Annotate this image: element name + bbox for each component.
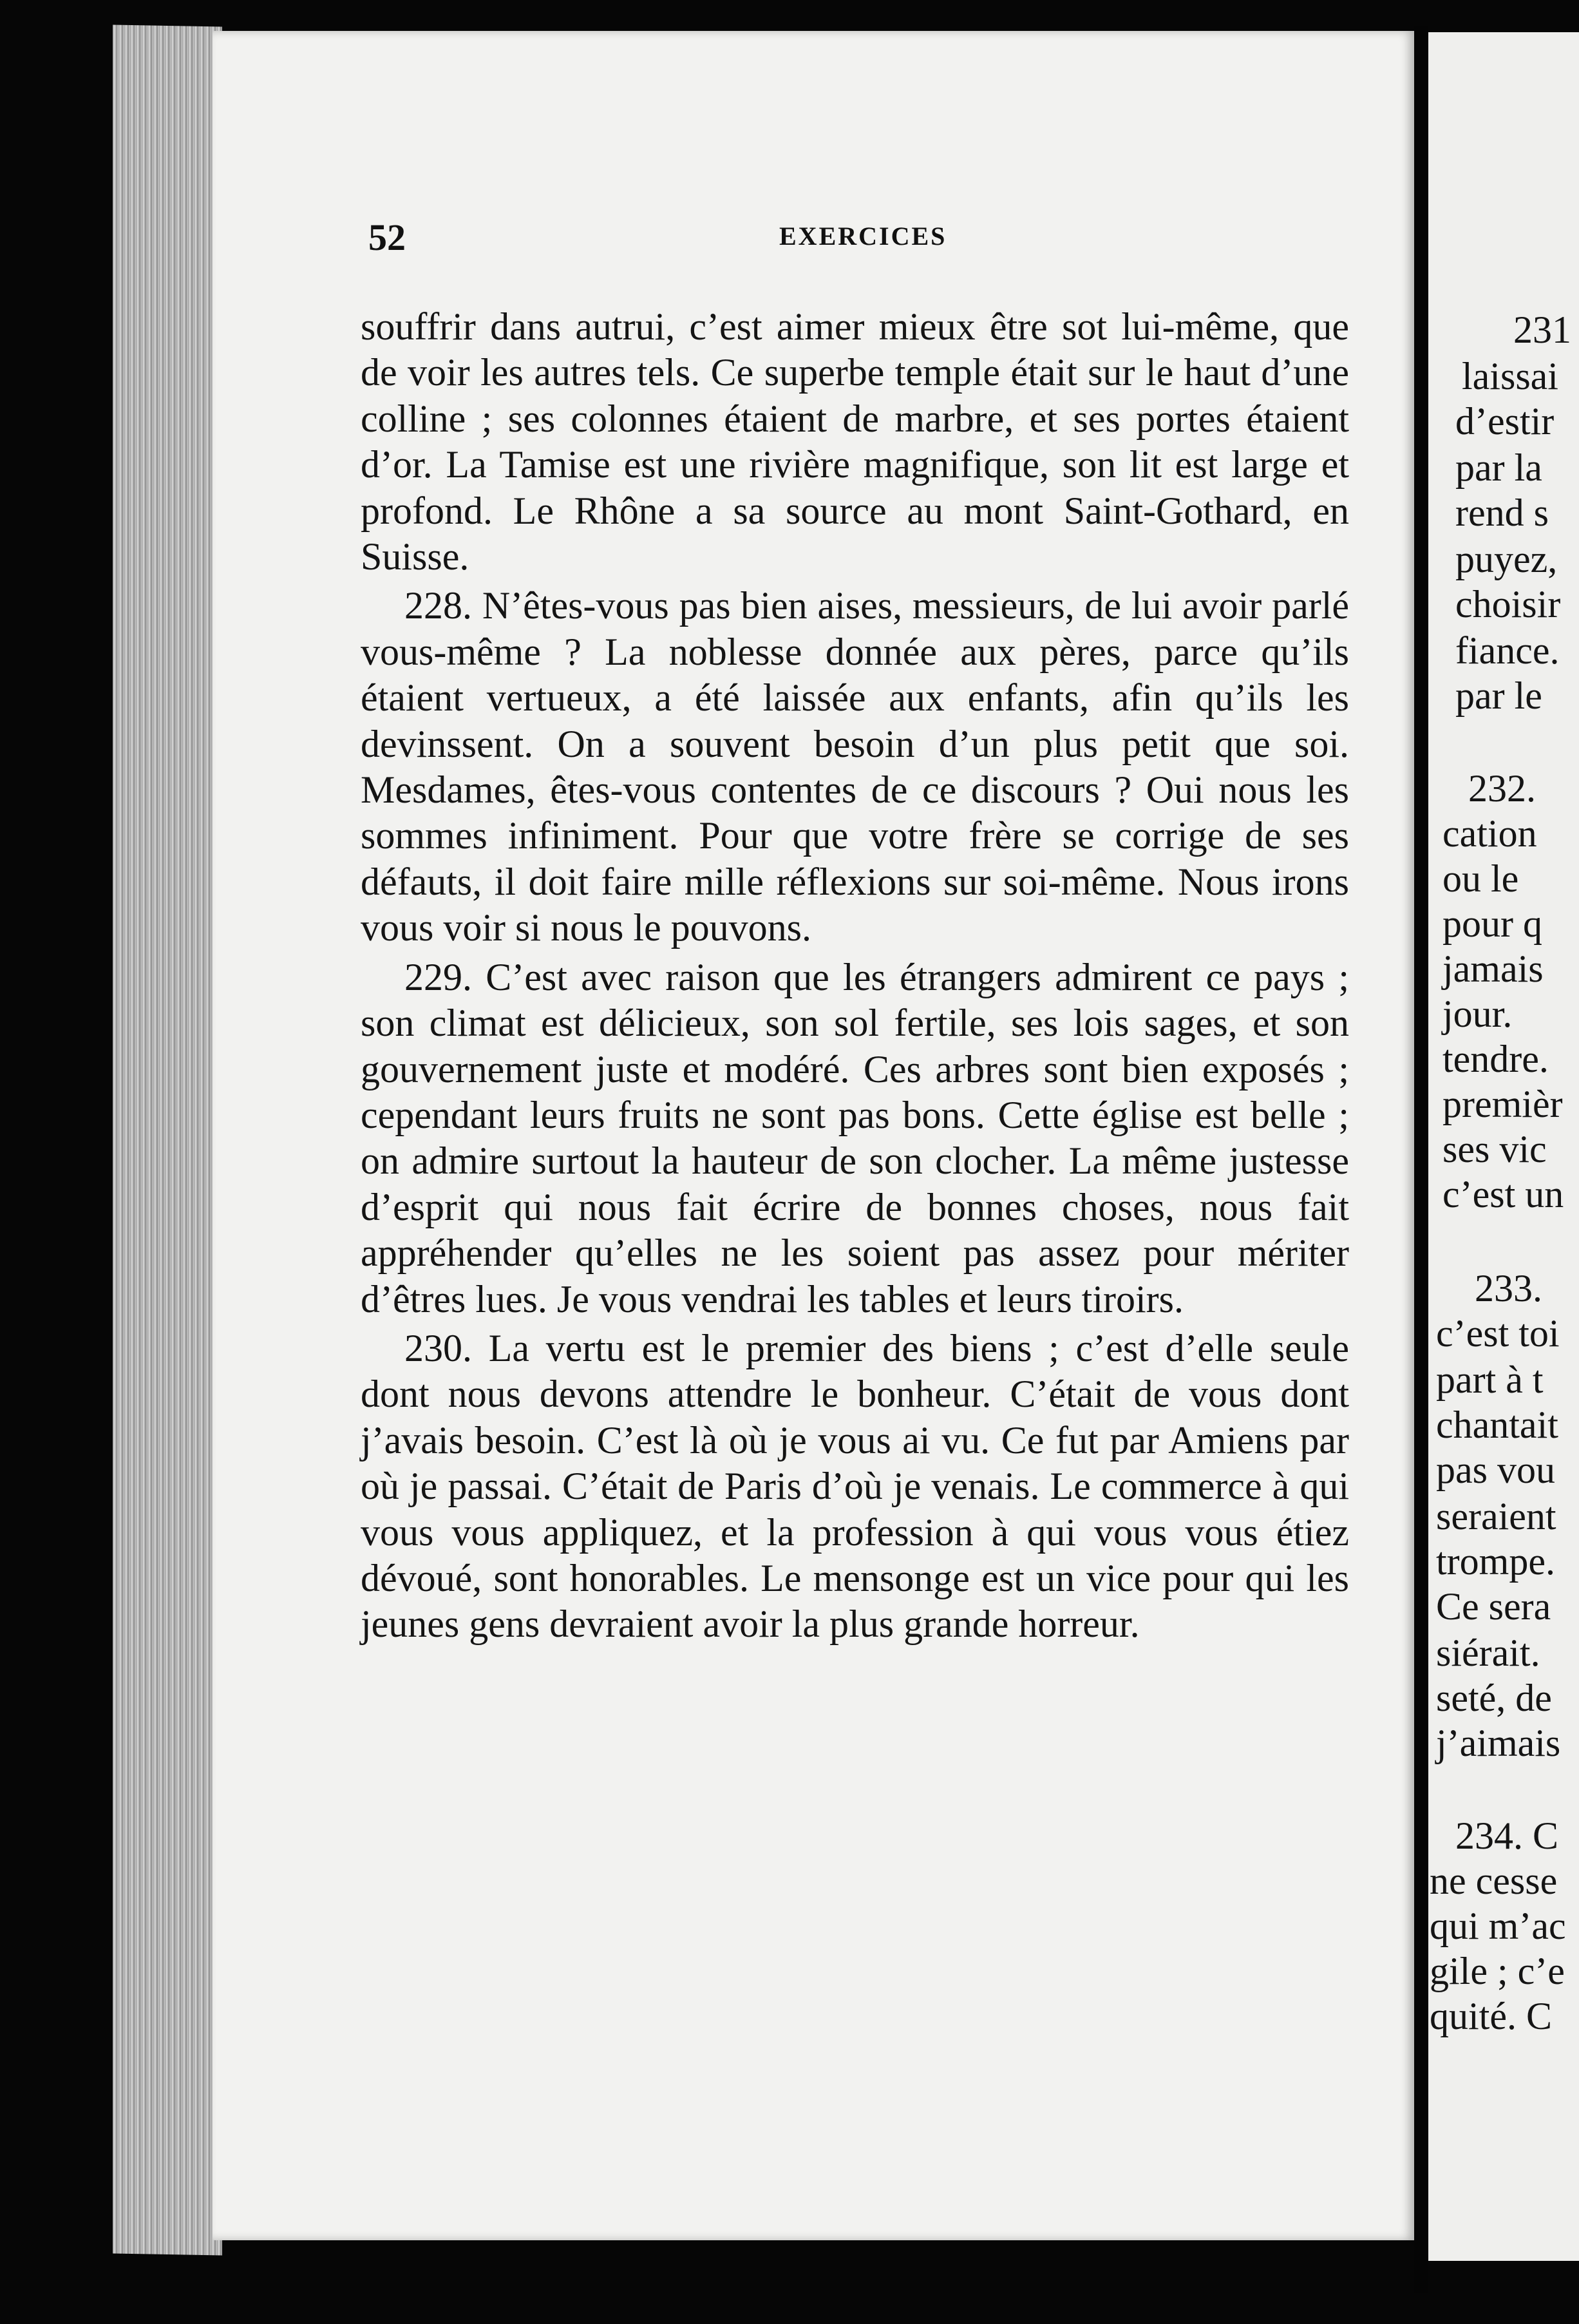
- right-page-line: 231: [1513, 309, 1571, 351]
- exercise-230: [361, 1326, 1349, 1648]
- right-page-line: tendre.: [1442, 1038, 1549, 1080]
- right-page-line: par le: [1455, 674, 1542, 717]
- right-page-line: c’est un: [1442, 1173, 1564, 1215]
- paragraph-text: La vertu est le premier des biens ; c’est d’elle seule dont nous devons attendre le bonheur. C’était de vous dont j’avais besoin. C’est là où je vous ai vu. Ce fut par Amiens par où je passai. C’était de Paris d’où je venais. Le commerce à qui vous vous appliquez, et la profession à qui vous vous étiez dévoué, sont honorables. Le mensonge est un vice pour qui les jeunes gens devraient avoir la plus grande horreur.: [361, 1326, 1349, 1646]
- right-page-line: 232.: [1468, 767, 1536, 810]
- paragraph-continued: [361, 304, 1349, 580]
- right-page-line: premièr: [1442, 1083, 1563, 1125]
- exercise-number: 228.: [404, 584, 472, 627]
- right-page-line: ne cesse: [1430, 1860, 1558, 1902]
- right-page-line: jamais: [1442, 948, 1544, 990]
- right-page-line: seraient: [1436, 1495, 1556, 1538]
- book-gutter: [1414, 26, 1428, 2293]
- exercise-number: 229.: [404, 955, 472, 998]
- right-page-line: laissai: [1462, 355, 1558, 397]
- right-page-line: j’aimais: [1436, 1722, 1561, 1764]
- paragraph-text: C’est avec raison que les étrangers admirent ce pays ; son climat est délicieux, son sol fertile, ses lois sages, et son gouvernement juste et modéré. Ces arbres sont bien exposés ; cependant leurs fruits ne sont pas bons. Cette église est belle ; on admire surtout la hauteur de son clocher. La même justesse d’esprit qui nous fait écrire de bonnes choses, nous fait appréhender qu’elles ne les soient pas assez pour mériter d’êtres lues. Je vous vendrai les tables et leurs tiroirs.: [361, 955, 1349, 1320]
- right-page-line: chantait: [1436, 1404, 1558, 1446]
- running-title: EXERCICES: [779, 222, 947, 251]
- right-page-line: jour.: [1442, 993, 1513, 1035]
- page-edges: [113, 25, 222, 2256]
- right-page-line: part à t: [1436, 1358, 1544, 1401]
- right-page-line: Ce sera: [1436, 1585, 1551, 1628]
- right-page-line: par la: [1455, 446, 1542, 489]
- right-page-line: quité. C: [1430, 1995, 1552, 2037]
- right-page-line: c’est toi: [1436, 1312, 1560, 1355]
- right-page-line: rend s: [1455, 491, 1549, 534]
- exercise-number: 230.: [404, 1326, 472, 1369]
- right-page-line: puyez,: [1455, 538, 1558, 580]
- right-page-line: ou le: [1442, 857, 1519, 900]
- running-head: [368, 216, 1347, 267]
- right-page-line: fiance.: [1455, 629, 1560, 672]
- body-text: [361, 304, 1349, 1651]
- right-page-line: 233.: [1475, 1267, 1542, 1310]
- right-page-line: d’estir: [1455, 400, 1555, 443]
- paragraph-text: souffrir dans autrui, c’est aimer mieux être sot lui-même, que de voir les autres tels. Ce superbe temple était sur le haut d’une colline ; ses colonnes étaient de marbre, et ses portes étaient d’or. La Tamise est une rivière magnifique, son lit est large et profond. Le Rhône a sa source au mont Saint-Gothard, en Suisse.: [361, 305, 1349, 578]
- page-number: 52: [368, 216, 406, 258]
- right-page-line: pas vou: [1436, 1449, 1555, 1491]
- exercise-228: [361, 583, 1349, 951]
- right-page-line: siérait.: [1436, 1632, 1540, 1674]
- right-page-line: qui m’ac: [1430, 1905, 1566, 1947]
- right-page-line: seté, de: [1436, 1677, 1552, 1719]
- right-page-line: gile ; c’e: [1430, 1950, 1565, 1992]
- right-page-line: cation: [1442, 812, 1537, 855]
- right-page-line: ses vic: [1442, 1128, 1547, 1170]
- right-page-line: pour q: [1442, 902, 1542, 945]
- paragraph-text: N’êtes-vous pas bien aises, messieurs, de lui avoir parlé vous-même ? La noblesse donnée aux pères, parce qu’ils étaient vertueux, a été laissée aux enfants, afin qu’ils les devinssent. On a souvent besoin d’un plus petit que soi. Mesdames, êtes-vous contentes de ce discours ? Oui nous les sommes infiniment. Pour que votre frère se corrige de ses défauts, il doit faire mille réflexions sur soi-même. Nous irons vous voir si nous le pouvons.: [361, 584, 1349, 949]
- right-page-line: trompe.: [1436, 1540, 1555, 1583]
- right-page-line: 234. C: [1455, 1814, 1559, 1857]
- exercise-229: [361, 955, 1349, 1322]
- right-page-line: choisir: [1455, 583, 1561, 625]
